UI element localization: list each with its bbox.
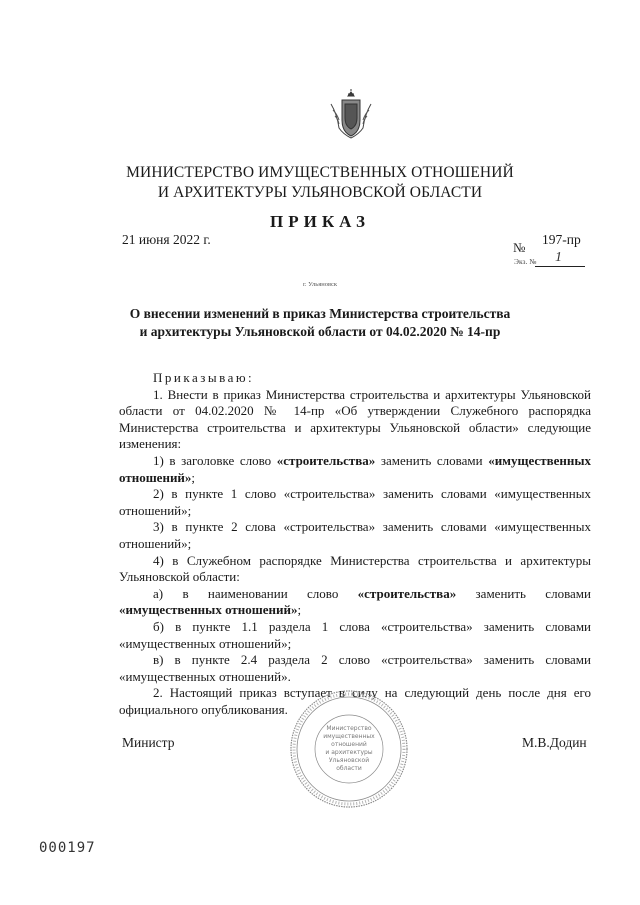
city-label: г. Ульяновск bbox=[302, 281, 338, 288]
coat-of-arms-emblem bbox=[328, 88, 374, 142]
seal-text: и архитектуры bbox=[325, 749, 373, 756]
document-type-title: ПРИКАЗ bbox=[270, 212, 370, 231]
paragraph-1-line: изменения: bbox=[119, 436, 182, 452]
order-date: 21 июня 2022 г. bbox=[122, 232, 211, 247]
item-4-line: Ульяновской области: bbox=[119, 569, 240, 585]
ministry-name-line2: И АРХИТЕКТУРЫ УЛЬЯНОВСКОЙ ОБЛАСТИ bbox=[157, 184, 483, 201]
order-body bbox=[119, 370, 591, 718]
copy-number-handwritten: 1 bbox=[555, 250, 562, 265]
subitem-v-line: в) в пункте 2.4 раздела 2 слово «строительства» заменить словами bbox=[153, 652, 591, 668]
seal-text: Министерство bbox=[326, 725, 372, 732]
subitem-a-line: «имущественных отношений»; bbox=[119, 602, 302, 618]
subitem-v-line: «имущественных отношений». bbox=[119, 668, 291, 684]
seal-text: области bbox=[336, 765, 362, 772]
order-number: 197-пр bbox=[542, 232, 581, 247]
order-subject-line2: и архитектуры Ульяновской области от 04.02.2020 № 14-пр bbox=[139, 324, 501, 339]
paragraph-2-line: официального опубликования. bbox=[119, 701, 288, 717]
copy-label: Экз. № bbox=[514, 257, 537, 266]
signer-position: Министр bbox=[122, 735, 175, 750]
item-1-line: отношений»; bbox=[119, 469, 196, 485]
seal-text: отношений bbox=[331, 741, 367, 748]
seal-text: имущественных bbox=[323, 733, 375, 740]
signer-name: М.В.Додин bbox=[522, 735, 587, 750]
order-subject-line1: О внесении изменений в приказ Министерства строительства bbox=[129, 306, 511, 321]
item-3-line: 3) в пункте 2 слова «строительства» заменить словами «имущественных bbox=[153, 519, 591, 535]
item-2-line: отношений»; bbox=[119, 502, 192, 518]
subitem-b-line: «имущественных отношений»; bbox=[119, 635, 292, 651]
registration-number: 000197 bbox=[39, 840, 96, 856]
paragraph-1-line: 1. Внести в приказ Министерства строительства и архитектуры Ульяновской bbox=[153, 386, 591, 402]
subitem-b-line: б) в пункте 1.1 раздела 1 слова «строительства» заменить словами bbox=[153, 618, 591, 634]
seal-text: Ульяновской bbox=[328, 757, 370, 764]
copy-number-underline bbox=[535, 266, 585, 267]
order-word: Приказываю: bbox=[153, 370, 255, 385]
paragraph-1-line: Министерства строительства и архитектуры Ульяновской области» следующие bbox=[119, 419, 591, 435]
item-2-line: 2) в пункте 1 слово «строительства» заменить словами «имущественных bbox=[153, 486, 591, 502]
item-4-line: 4) в Служебном распорядке Министерства строительства и архитектуры bbox=[153, 552, 591, 568]
paragraph-1-line: области от 04.02.2020 № 14-пр «Об утверждении Служебного распорядка bbox=[119, 403, 591, 419]
ministry-name-line1: МИНИСТЕРСТВО ИМУЩЕСТВЕННЫХ ОТНОШЕНИЙ bbox=[126, 164, 514, 181]
subitem-a-line: а) в наименовании слово «строительства» заменить словами bbox=[153, 585, 591, 601]
official-seal-stamp bbox=[288, 688, 410, 810]
number-sign: № bbox=[513, 240, 526, 255]
item-3-line: отношений»; bbox=[119, 535, 192, 551]
paragraph-2-line: 2. Настоящий приказ вступает в силу на следующий день после дня его bbox=[153, 685, 591, 701]
item-1-line: 1) в заголовке слово «строительства» заменить словами «имущественных bbox=[153, 452, 592, 468]
